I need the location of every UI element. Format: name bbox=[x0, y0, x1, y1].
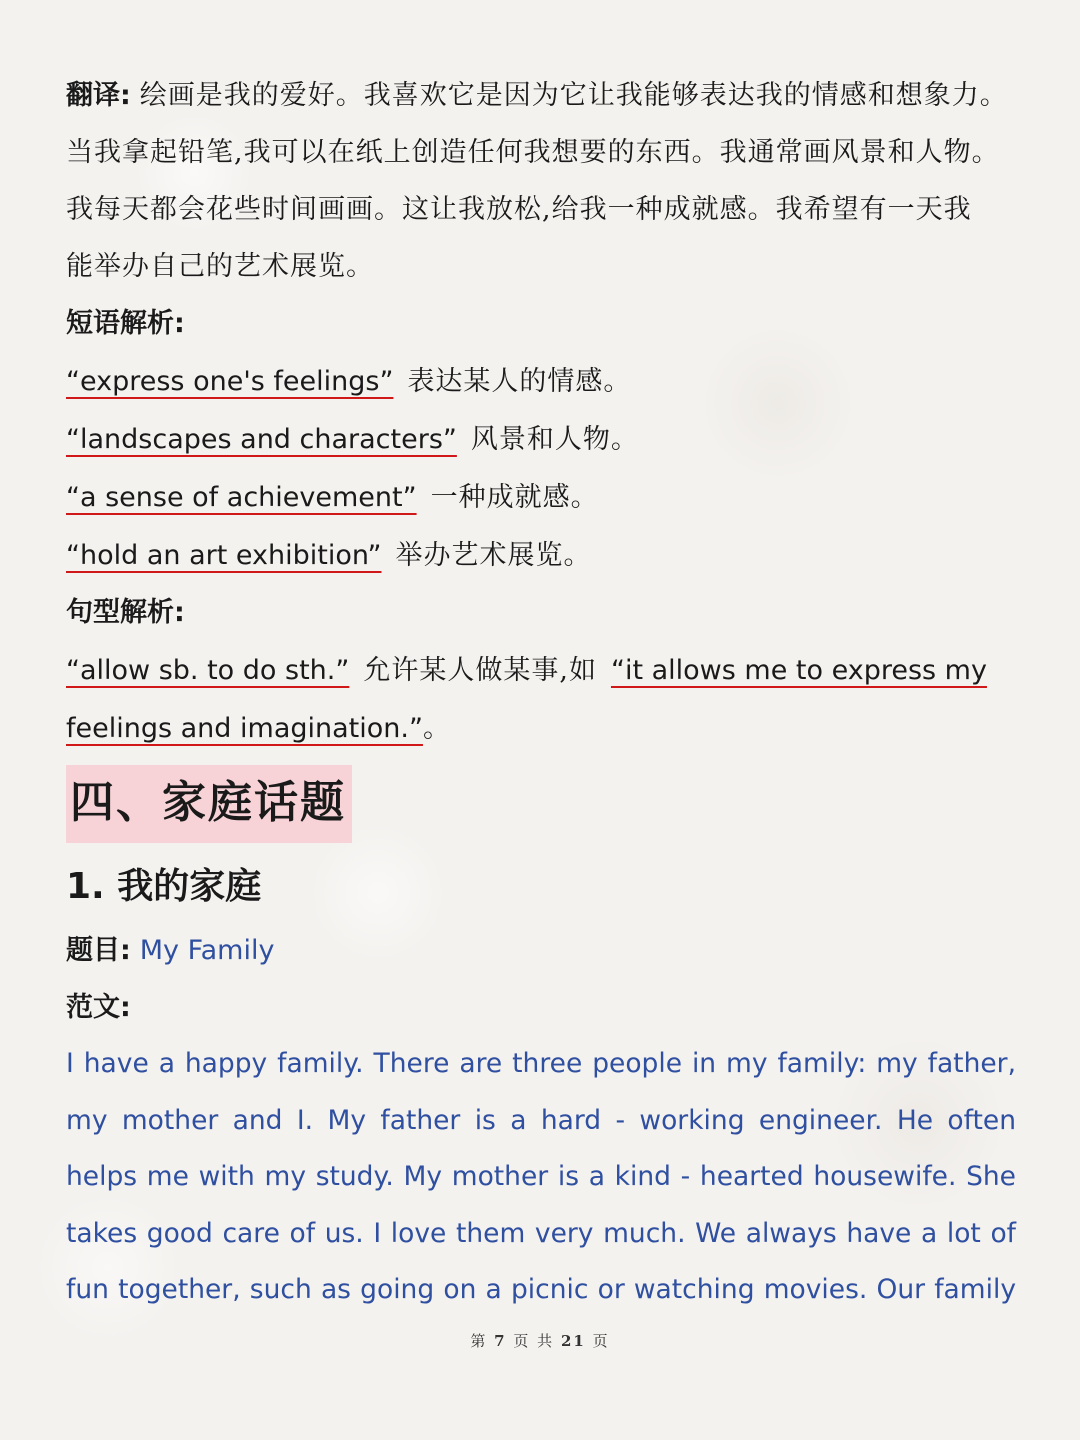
translation-line-1 bbox=[66, 66, 1016, 124]
phrase-english: “hold an art exhibition” bbox=[66, 540, 382, 571]
translation-text: 绘画是我的爱好。我喜欢它是因为它让我能够表达我的情感和想象力。 bbox=[139, 80, 1008, 111]
page-footer bbox=[0, 1330, 1080, 1351]
section-title: 1. 我的家庭 bbox=[66, 866, 262, 907]
phrase-english: “express one's feelings” bbox=[66, 366, 394, 397]
phrase-chinese: 一种成就感。 bbox=[430, 482, 599, 513]
footer-total-pages: 21 bbox=[560, 1332, 586, 1350]
essay-line: fun together, such as going on a picnic or watching movies. Our family bbox=[66, 1274, 1016, 1305]
essay-line: I have a happy family. There are three people in my family: my father, bbox=[66, 1048, 1016, 1079]
sentence-line-1 bbox=[66, 641, 1016, 699]
footer-suffix: 页 bbox=[592, 1332, 610, 1350]
footer-mid: 页 共 bbox=[513, 1332, 555, 1350]
document-page bbox=[66, 66, 1016, 1319]
phrase-item bbox=[66, 352, 1016, 410]
sentence-line-2 bbox=[66, 699, 1016, 757]
phrase-english: “landscapes and characters” bbox=[66, 424, 457, 455]
footer-prefix: 第 bbox=[470, 1332, 488, 1350]
topic-value: My Family bbox=[139, 935, 275, 966]
translation-line-3: 我每天都会花些时间画画。这让我放松,给我一种成就感。我希望有一天我 bbox=[66, 194, 972, 225]
phrases-label: 短语解析: bbox=[66, 308, 185, 339]
footer-page-number: 7 bbox=[494, 1332, 507, 1350]
topic-label: 题目: bbox=[66, 935, 131, 966]
essay-label: 范文: bbox=[66, 992, 131, 1023]
essay-line: my mother and I. My father is a hard - working engineer. He often bbox=[66, 1104, 1016, 1136]
sentence-end: 。 bbox=[422, 713, 451, 744]
translation-line-2: 当我拿起铅笔,我可以在纸上创造任何我想要的东西。我通常画风景和人物。 bbox=[66, 137, 1000, 168]
phrase-chinese: 风景和人物。 bbox=[470, 424, 639, 455]
phrase-english: “a sense of achievement” bbox=[66, 482, 417, 513]
phrase-chinese: 表达某人的情感。 bbox=[407, 366, 632, 397]
phrase-item bbox=[66, 410, 1016, 468]
phrase-item bbox=[66, 526, 1016, 584]
sentence-explain: 允许某人做某事,如 bbox=[363, 655, 597, 686]
phrase-item bbox=[66, 468, 1016, 526]
phrase-chinese: 举办艺术展览。 bbox=[395, 540, 592, 571]
sentence-pattern: “allow sb. to do sth.” bbox=[66, 655, 350, 686]
translation-label: 翻译: bbox=[66, 80, 131, 111]
sentence-example-part2: feelings and imagination.” bbox=[66, 713, 423, 744]
topic-line bbox=[66, 921, 1016, 979]
essay-line: helps me with my study. My mother is a kind - hearted housewife. She bbox=[66, 1161, 1016, 1192]
chapter-title: 四、家庭话题 bbox=[66, 765, 352, 843]
essay-line: takes good care of us. I love them very much. We always have a lot of bbox=[66, 1217, 1016, 1249]
sentence-example-part1: “it allows me to express my bbox=[610, 655, 987, 686]
sentence-label: 句型解析: bbox=[66, 597, 185, 628]
translation-line-4: 能举办自己的艺术展览。 bbox=[66, 251, 374, 282]
